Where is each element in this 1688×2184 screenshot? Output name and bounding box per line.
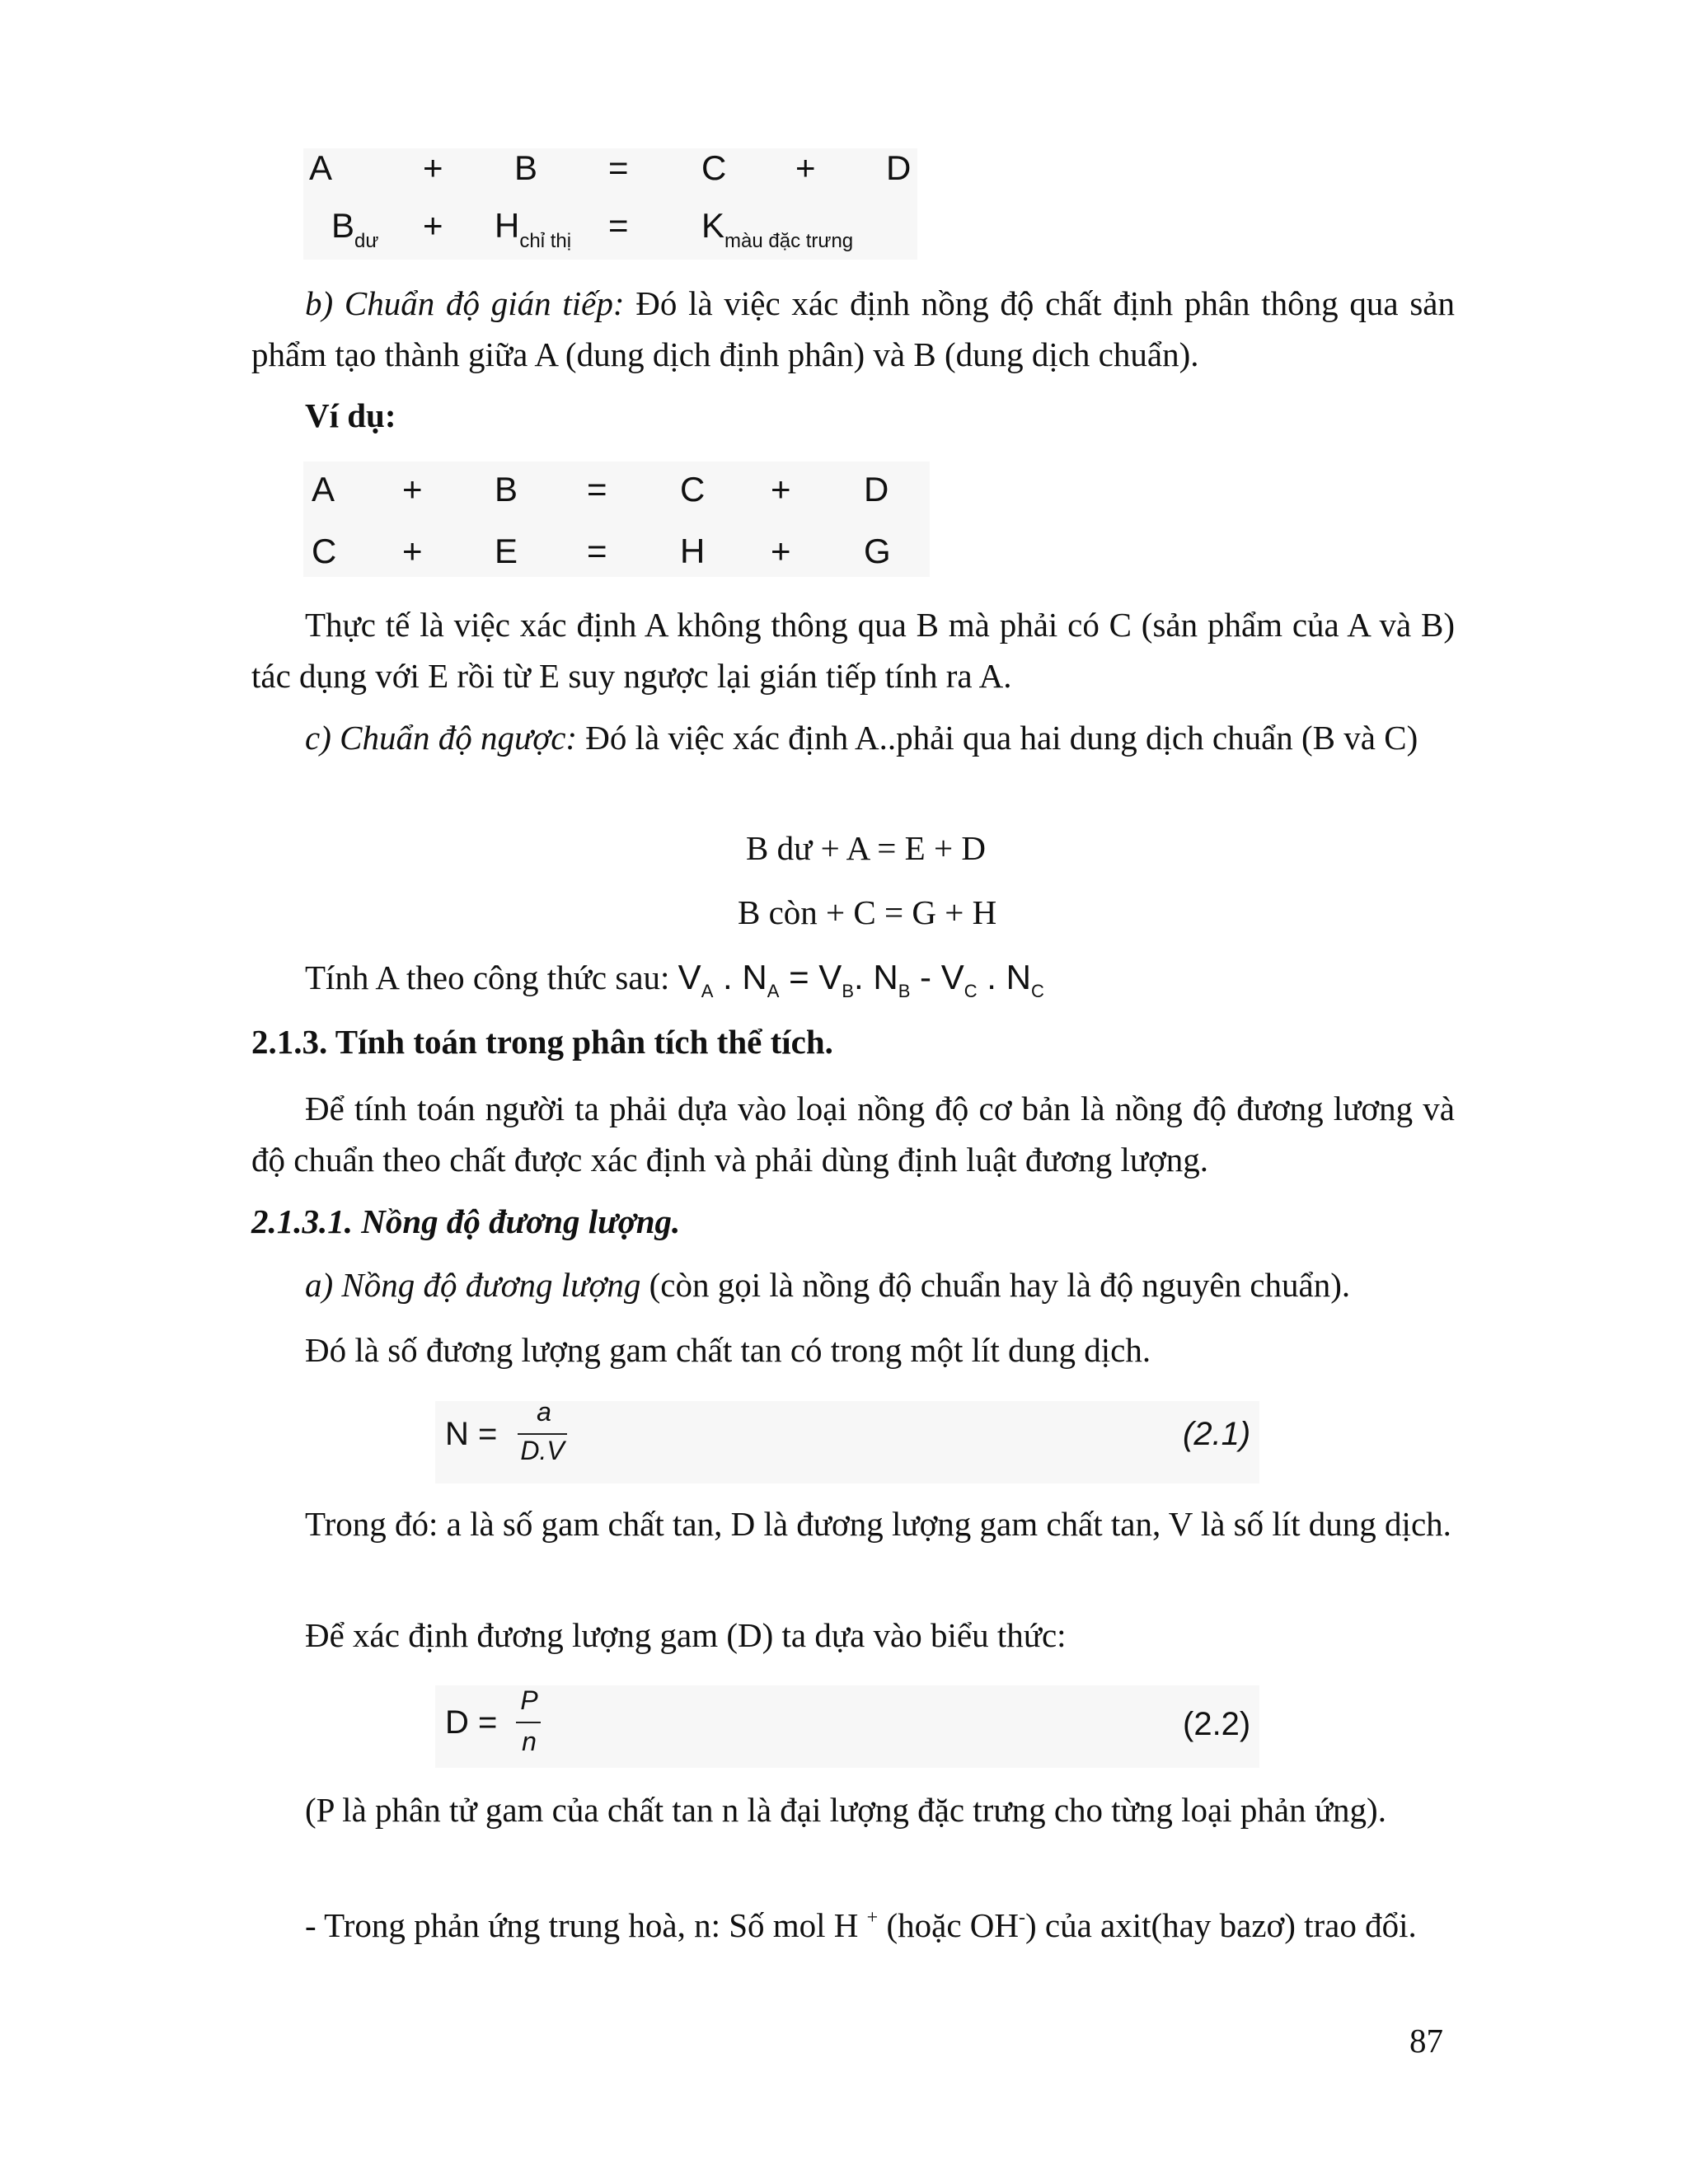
formula-intro: Tính A theo công thức sau: (305, 958, 678, 996)
reverse-heading: c) Chuẩn độ ngược: (305, 719, 578, 757)
definition-line-2: Đó là số đương lượng gam chất tan có trong một lít dung dịch. (305, 1331, 1151, 1369)
term-c: C (701, 148, 727, 187)
equals-sign: = (587, 532, 607, 570)
plus-sign: + (795, 148, 816, 187)
plus-sign: + (402, 532, 423, 570)
term-a: A (312, 470, 335, 509)
p-note-paragraph: (P là phân tử gam của chất tan n là đại lượng đặc trưng cho từng loại phản ứng). (305, 1791, 1386, 1829)
term-colored-complex: $K_{màu đặc trưng}$ (701, 206, 854, 252)
term-a: A (309, 148, 333, 187)
indirect-text: Đó là việc xác định nồng độ chất định phân thông qua sản phẩm tạo thành giữa A (dung dịch định phân) và B (dung dịch chuẩn). (251, 284, 1455, 373)
equals-sign: = (587, 470, 607, 509)
term-indicator: $H_{chỉ thị}$ (495, 206, 572, 252)
section-heading-2-1-3: 2.1.3. Tính toán trong phân tích thể tích. (251, 1023, 833, 1061)
term-b-excess: $B_{dư}$ (331, 206, 379, 252)
eq22-denominator: n (522, 1727, 537, 1756)
example-label: Ví dụ: (305, 396, 396, 434)
term-b: B (514, 148, 538, 187)
term-g: G (864, 532, 891, 570)
reverse-equation-1: B dư + A = E + D (746, 829, 986, 867)
eq21-fraction-bar (518, 1433, 567, 1435)
eq21-denominator: D.V (520, 1436, 565, 1465)
indirect-titration-paragraph (251, 278, 1455, 380)
indirect-explanation: Thực tế là việc xác định A không thông qua B mà phải có C (sản phẩm của A và B) tác dụng với E rồi từ E suy ngược lại gián tiếp tính ra A. (251, 606, 1455, 695)
section-2-1-3-text: Để tính toán người ta phải dựa vào loại nồng độ cơ bản là nồng độ đương lương và độ chuẩn theo chất được xác định và phải dùng định luật đương lượng. (251, 1090, 1455, 1179)
eq22-fraction-bar (516, 1722, 541, 1723)
term-b: B (495, 470, 518, 509)
definition-line: a) Nồng độ đương lượng (còn gọi là nồng độ chuẩn hay là độ nguyên chuẩn). (305, 1266, 1351, 1304)
where-paragraph: Trong đó: a là số gam chất tan, D là đương lượng gam chất tan, V là số lít dung dịch. (305, 1505, 1451, 1543)
eq22-lhs: D = (445, 1704, 498, 1741)
plus-sign: + (423, 148, 443, 187)
term-d: D (864, 470, 889, 509)
eq21-lhs: N = (445, 1416, 498, 1452)
equals-sign: = (608, 206, 629, 245)
eq22-label: (2.2) (1183, 1706, 1251, 1742)
section-heading-2-1-3-1: 2.1.3.1. Nồng độ đương lượng. (251, 1202, 681, 1240)
plus-sign: + (771, 532, 791, 570)
eq22-numerator: P (520, 1685, 538, 1715)
term-c: C (312, 532, 337, 570)
equals-sign: = (608, 148, 629, 187)
page-number: 87 (1409, 2022, 1443, 2060)
plus-sign: + (402, 470, 423, 509)
plus-sign: + (771, 470, 791, 509)
formula: $V_A$ . $N_A = V_B$. $N_B - V_C$ . $N_C$ (678, 958, 1044, 1001)
neutralization-paragraph: - Trong phản ứng trung hoà, n: Số mol H + (hoặc OH-) của axit(hay bazơ) trao đổi. (305, 1906, 1417, 1944)
eq21-numerator: a (537, 1397, 551, 1427)
reverse-titration-paragraph (251, 712, 1455, 763)
eq21-label: (2.1) (1183, 1416, 1251, 1452)
plus-sign: + (423, 206, 443, 245)
equation-2-2-block (435, 1685, 1259, 1768)
term-e: E (495, 532, 518, 570)
reverse-equation-2: B còn + C = G + H (738, 893, 997, 931)
reaction-block-indirect (303, 462, 930, 577)
d-intro: Để xác định đương lượng gam (D) ta dựa vào biểu thức: (305, 1616, 1067, 1654)
reverse-text: Đó là việc xác định A..phải qua hai dung dịch chuẩn (B và C) (577, 719, 1418, 757)
indirect-heading: b) Chuẩn độ gián tiếp: (305, 284, 625, 322)
formula-line (305, 958, 1044, 1001)
term-c: C (680, 470, 706, 509)
term-d: D (886, 148, 912, 187)
term-h: H (680, 532, 706, 570)
